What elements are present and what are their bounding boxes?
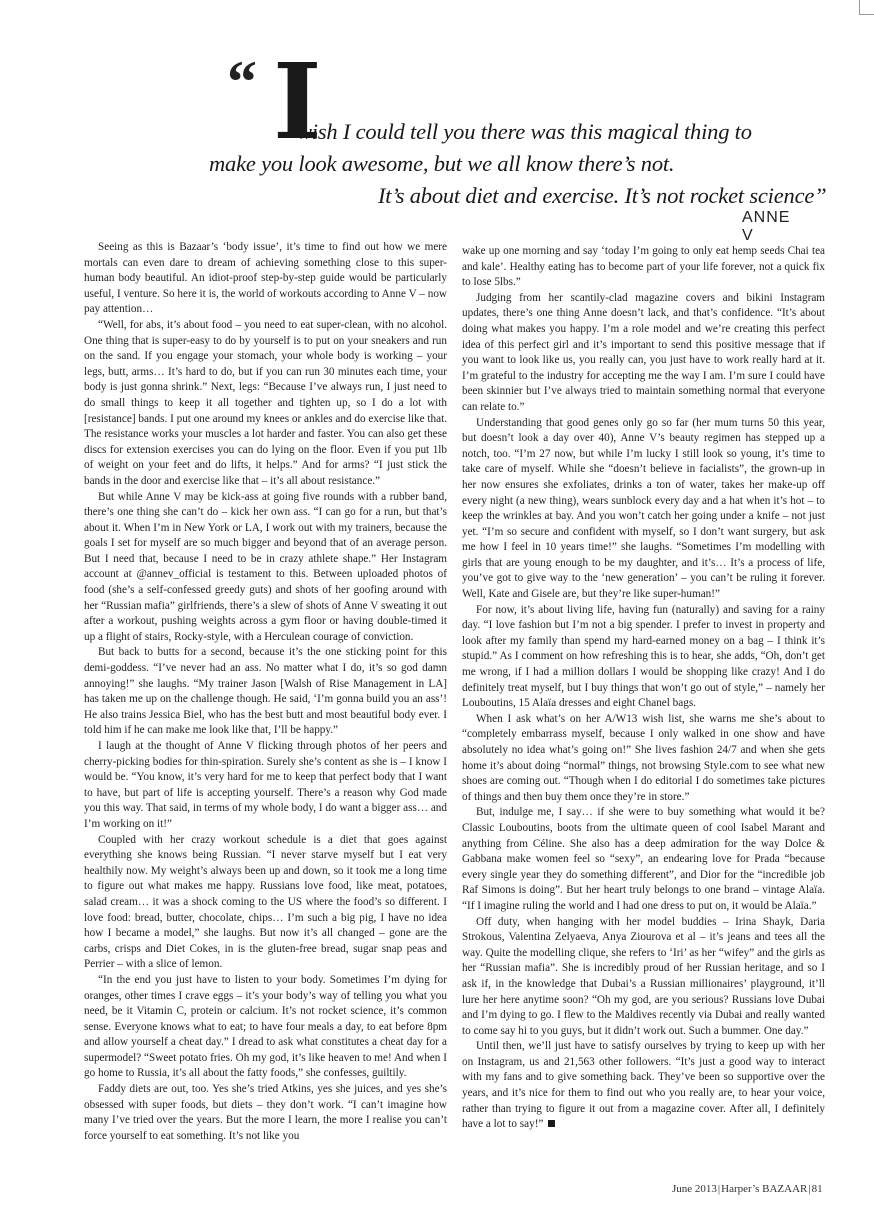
quote-open-mark: “: [227, 49, 257, 115]
pull-quote: [205, 40, 827, 244]
paragraph: Understanding that good genes only go so far (her mum turns 50 this year, but doesn’t look a day over 40), Anne V’s beauty regimen has stepped up a notch, too. “I’m 27 now, but while I’m lucky I still look so young, it’s time to take care of myself. While she “doesn’t believe in facialists”, the grown-up in her now ensures she exfoliates, drinks a ton of water, takes her make-up off every night (a new thing), wears sunblock every day and a hat when it’s hot – to keep the wrinkles at bay. And you won’t catch her going under a knife – not just yet. “I’m so secure and confident with myself, so I don’t want surgery, but ask me how I feel in 10 years time!” she laughs. “Sometimes I’m modelling with girls that are young enough to be my daughter, and it’s… It’s a process of life, you’ve got to give way to the ‘new generation’ – you can’t be ruling it forever. Well, Kate and Gisele are, but they’re like super-human!”: [462, 416, 825, 601]
paragraph: When I ask what’s on her A/W13 wish list, she warns me she’s about to “completely embarrass myself, because I only walked in one show and have absolutely no idea what’s going on!” She lives fashion 24/7 and when she gets home it’s about doing “normal” things, not browsing Style.com to see what new shoes are coming out. “Though when I do editorial I do sometimes take pictures of things and then buy them once they’re in store.”: [462, 712, 825, 803]
paragraph: Off duty, when hanging with her model buddies – Irina Shayk, Daria Strokous, Valentina Zelyaeva, Anya Ziourova et al – it’s jeans and tees all the way. Quite the modelling clique, she refers to ‘Iri’ as her “wifey” and the girls as her “Russian mafia”. She is incredibly proud of her Russian heritage, and so I ask if, in the knowledge that Dubai’s a Russian millionaires’ playground, it’ll lure her here anytime soon? “Oh my god, are you serious? Russians love Dubai and I’m dying to go. I flew to the Maldives recently via Dubai and really wanted to come say hi to you guys, but it didn’t work out. Such a bummer. One day.”: [462, 915, 825, 1037]
quote-attribution: ANNE V: [742, 209, 791, 244]
footer-magazine: Harper’s BAZAAR: [721, 1183, 808, 1195]
quote-line-1: wish I could tell you there was this magical thing to: [297, 119, 752, 144]
paragraph: For now, it’s about living life, having fun (naturally) and saving for a rainy day. “I love fashion but I’m not a big spender. I prefer to invest in property and look after my family than spend my hard-earned money on a bag – I think it’s stupid.” As I comment on how refreshing this is to hear, she adds, “Oh, don’t get me wrong, if I had a million dollars I would be shopping like crazy! And I do definitely treat myself, but I buy things that won’t go out of style,” – namely her Louboutins, 15 Alaïa dresses and eight Chanel bags.: [462, 603, 825, 710]
paragraph: Judging from her scantily-clad magazine covers and bikini Instagram updates, there’s one thing Anne doesn’t lack, and that’s confidence. “It’s about doing what makes you happy. I’m a role model and we’re creating this perfect idea of this perfect girl and it’s important to send this positive message that if you want to look like us, you really can, you just have to work really hard at it. I’m grateful to the industry for accepting me the way I am. I’m sure I could have been skinnier but I’ve always tried to maintain something normal that everyone can relate to.”: [462, 291, 825, 413]
paragraph: Seeing as this is Bazaar’s ‘body issue’, it’s time to find out how we mere mortals can even dare to dream of achieving something close to this super-human body beautiful. An idiot-proof step-by-step guide would be particularly useful, I venture. So here it is, the world of workouts according to Anne V – now pay attention…: [84, 241, 447, 316]
paragraph: “In the end you just have to listen to your body. Sometimes I’m dying for oranges, other times I crave eggs – it’s your body’s way of telling you what you need, be it Vitamin C, protein or calcium. It’s not rocket science, it’s common sense. Everyone knows what to eat; to have four meals a day, to eat before 8pm and allow yourself a cheat day.” I dread to ask what constitutes a cheat day for a supermodel? “Sweet potato fries. Oh my god, it’s like heaven to me! And when I go home to Russia, it’s all about the fatty foods,” she confesses, guiltily.: [84, 973, 447, 1080]
paragraph: But while Anne V may be kick-ass at going five rounds with a rubber band, there’s one thing she can’t do – kick her own ass. “I can go for a run, but that’s about it. When I’m in New York or LA, I work out with my trainers, because the goals I set for myself are so much bigger and beyond that of an average person. But I need that, because I need to be in crazy athlete shape.” Her Instagram account at @annev_official is testament to this. Between uploaded photos of food (she’s a self-confessed greedy guts) and shots of her goofing around with her “Russian mafia” girlfriends, there’s a slew of shots of Anne V sweating it out after a workout, pushing weights across a gym floor or having double-timed it up a flight of stairs, Rocky-style, with a Herculean courage of conviction.: [84, 490, 447, 643]
page-footer: [672, 1183, 823, 1195]
paragraph: I laugh at the thought of Anne V flicking through photos of her peers and cherry-picking bodies for thin-spiration. Surely she’s content as she is – I know I would be. “You know, it’s very hard for me to keep that perfect body that I want to have, but part of life is accepting yourself. There’s a reason why God made you this way. That said, in terms of my whole body, I do want a bigger ass… and I’m working on it!”: [84, 740, 447, 830]
paragraph: Coupled with her crazy workout schedule is a diet that goes against everything she knows being Russian. “I never starve myself but I eat very healthily now. My weight’s always been up and down, so it took me a long time to figure out what makes me happy. Russians love food, like meat, potatoes, salad cream… it was a shock coming to the US where the food’s so different. I love food: bread, butter, chocolate, chips… I’m such a big pig, I have no idea how I became a model,” she laughs. But now it’s all changed – gone are the carbs, crisps and Diet Cokes, in is the gluten-free bread, sugar snap peas and Perrier – with a slice of lemon.: [84, 833, 447, 971]
quote-drop-cap: I: [273, 40, 322, 163]
article-column-right: [462, 244, 825, 1133]
paragraph: But back to butts for a second, because it’s the one sticking point for this demi-goddess. “I’ve never had an ass. No matter what I do, it’s so god damn annoying!” she laughs. “My trainer Jason [Walsh of Rise Management in LA] has taken me up on the challenge though. He said, ‘I’m gonna build you an ass’! He also trains Jessica Biel, who has the best butt and most beautiful body ever. I told him if he can make me look like that, I’ll be happy.”: [84, 646, 447, 737]
footer-page-number: 81: [811, 1183, 823, 1195]
footer-separator: |: [808, 1183, 811, 1195]
paragraph: “Well, for abs, it’s about food – you need to eat super-clean, with no alcohol. One thing that is super-easy to do by yourself is to put on your sneakers and run on the sand. If you engage your stomach, your whole body is working – your legs, butt, arms… It’s hard to do, but if you can run 30 minutes each time, your body is just gonna shrink.” Next, legs: “Because I’ve always run, I just need to do small things to keep it all together and tighten up, so I do a lot with [resistance] bands. I put one around my knees or ankles and do exercise like that. The resistance works your muscles a lot harder and faster. You can also get these discs for extension exercises you can do lying on the floor. Even if you put 1lb of weight on your feet and do lifts, it helps.” And for arms? “I just stick the bands in the door and exercise like that – it’s all about resistance.”: [84, 318, 447, 487]
paragraph: wake up one morning and say ‘today I’m going to only eat hemp seeds Chai tea and kale’. Healthy eating has to become part of your life forever, not a quick fix to lose 5lbs.”: [462, 245, 825, 289]
paragraph-text: Until then, we’ll just have to satisfy ourselves by trying to keep up with her on Instagram, us and 21,563 other followers. “It’s just a good way to interact with my fans and to give something back. They’ve been so supportive over the years, and it’s nice for them to find out who you really are, to hear your voice, rather than trying to figure it out from a magazine cover. After all, I definitely have a lot to say!”: [462, 1040, 825, 1131]
quote-line-3: It’s about diet and exercise. It’s not rocket science”: [378, 183, 827, 208]
article-column-left: [84, 240, 447, 1144]
end-of-article-icon: [548, 1120, 555, 1127]
crop-mark: [859, 0, 874, 15]
last-paragraph: [462, 1039, 825, 1133]
paragraph: Faddy diets are out, too. Yes she’s tried Atkins, yes she juices, and yes she’s obsessed with super foods, but diets – they don’t work. “I can’t imagine how many I’ve tried over the years. But the more I learn, the more I realise you can’t force yourself to eat something. It’s not like you: [84, 1083, 447, 1142]
footer-date: June 2013: [672, 1183, 717, 1195]
quote-line-2: make you look awesome, but we all know there’s not.: [209, 151, 675, 176]
footer-separator: |: [717, 1183, 721, 1195]
paragraph: But, indulge me, I say… if she were to buy something what would it be? Classic Louboutins, boots from the ultimate queen of cool Isabel Marant and anything from Céline. She also has a deep admiration for the way Dolce & Gabbana make women feel so “sexy”, an endearing love for Prada “because every single year they do something different”, and Dior for the “incredible job Raf Simons is doing”. But her heart truly belongs to one brand – vintage Alaïa. “If I imagine ruling the world and I had one dress to put on, it would be Alaïa.”: [462, 806, 825, 912]
